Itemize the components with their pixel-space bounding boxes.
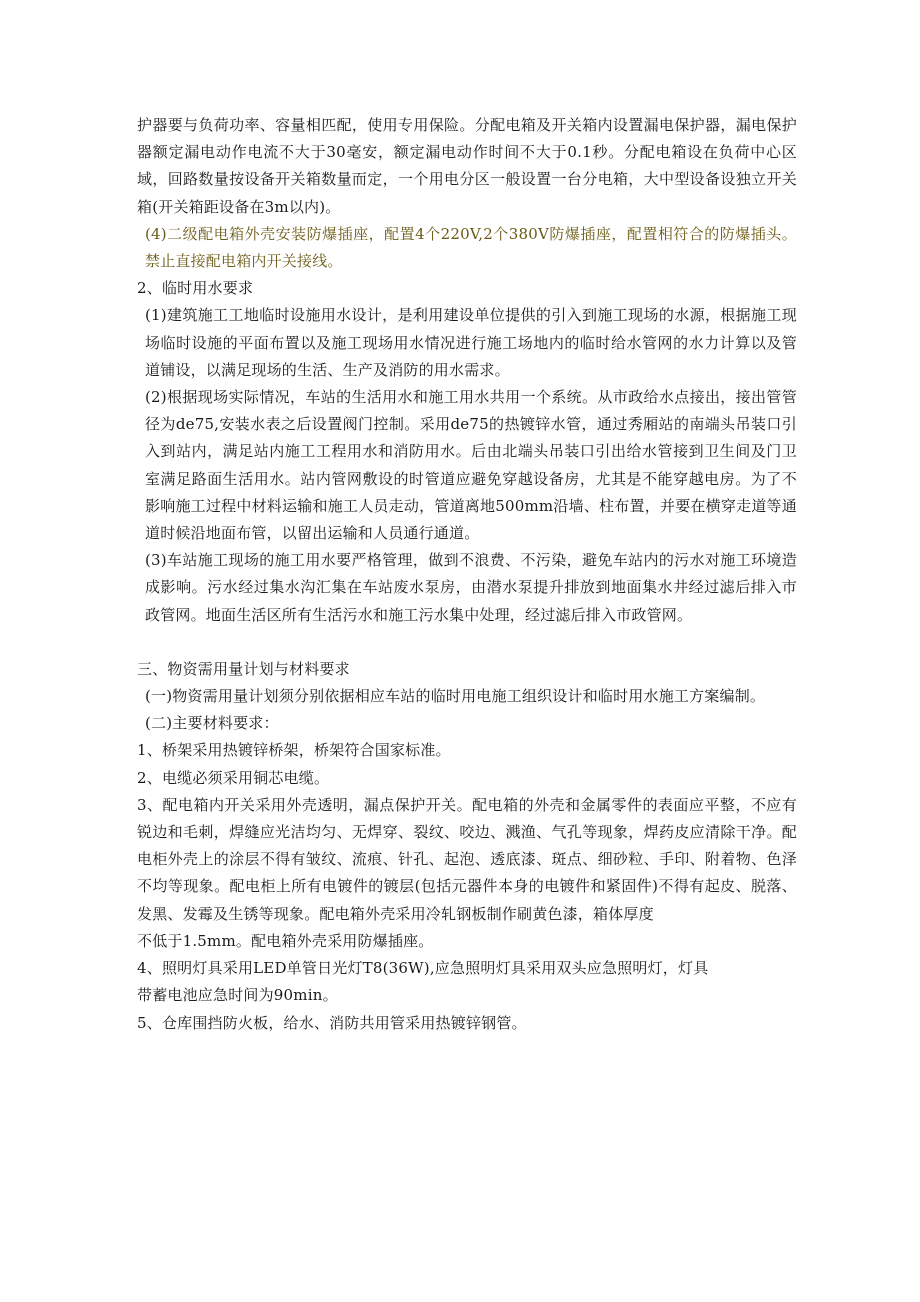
requirement-3-continued: 不低于1.5mm。配电箱外壳采用防爆插座。 — [137, 931, 434, 950]
document-body — [137, 112, 797, 1037]
section-spacer — [137, 629, 797, 656]
paragraph-water-2: (2)根据现场实际情况，车站的生活用水和施工用水共用一个系统。从市政给水点接出，接出管管径为de75,安装水表之后设置阀门控制。采用de75的热镀锌水管，通过秀厢站的南端头吊装口引入到站内，满足站内施工工程用水和消防用水。后由北端头吊装口引出给水管接到卫生间及门卫室满足路面生活用水。站内管网敷设的时管道应避免穿越设备房，尤其是不能穿越电房。为了不影响施工过程中材料运输和施工人员走动，管道离地500mm沿墙、柱布置，并要在横穿走道等通道时候沿地面布管，以留出运输和人员通行通道。 — [145, 388, 797, 543]
paragraph-water-1: (1)建筑施工工地临时设施用水设计，是利用建设单位提供的引入到施工现场的水源，根据施工现场临时设施的平面布置以及施工现场用水情况进行施工场地内的临时给水管网的水力计算以及管道铺设，以满足现场的生活、生产及消防的用水需求。 — [145, 306, 797, 379]
requirement-4: 4、照明灯具采用LED单管日光灯T8(36W),应急照明灯具采用双头应急照明灯，灯具 — [137, 959, 709, 978]
heading-materials: 三、物资需用量计划与材料要求 — [137, 659, 350, 678]
paragraph-water-3: (3)车站施工现场的施工用水要严格管理，做到不浪费、不污染，避免车站内的污水对施工环境造成影响。污水经过集水沟汇集在车站废水泵房，由潜水泵提升排放到地面集水井经过滤后排入市政管网。地面生活区所有生活污水和施工污水集中处理，经过滤后排入市政管网。 — [145, 551, 797, 624]
requirement-5: 5、仓库围挡防火板，给水、消防共用管采用热镀锌钢管。 — [137, 1013, 527, 1032]
requirement-2: 2、电缆必须采用铜芯电缆。 — [137, 768, 330, 787]
paragraph-item-4: (4)二级配电箱外壳安装防爆插座，配置4个220V,2个380V防爆插座，配置相符合的防爆插头。禁止直接配电箱内开关接线。 — [145, 224, 797, 271]
heading-temporary-water: 2、临时用水要求 — [137, 279, 254, 298]
requirement-1: 1、桥架采用热镀锌桥架，桥架符合国家标准。 — [137, 741, 451, 760]
paragraph-protector: 护器要与负荷功率、容量相匹配，使用专用保险。分配电箱及开关箱内设置漏电保护器，漏电保护器额定漏电动作电流不大于30毫安，额定漏电动作时间不大于0.1秒。分配电箱设在负荷中心区域，回路数量按设备开关箱数量而定，一个用电分区一般设置一台分电箱，大中型设备设独立开关箱(开关箱距设备在3m以内)。 — [137, 116, 797, 216]
requirement-3: 3、配电箱内开关采用外壳透明，漏点保护开关。配电箱的外壳和金属零件的表面应平整，不应有锐边和毛刺，焊缝应光洁均匀、无焊穿、裂纹、咬边、溅渔、气孔等现象，焊药皮应清除干净。配电柜外壳上的涂层不得有皱纹、流痕、针孔、起泡、透底漆、斑点、细砂粒、手印、附着物、色泽不均等现象。配电柜上所有电镀件的镀层(包括元器件本身的电镀件和紧固件)不得有起皮、脱落、发黑、发霉及生锈等现象。配电箱外壳采用冷轧钢板制作刷黄色漆，箱体厚度 — [137, 795, 797, 923]
paragraph-materials-1: (一)物资需用量计划须分别依据相应车站的临时用电施工组织设计和临时用水施工方案编制。 — [145, 687, 766, 706]
paragraph-materials-2: (二)主要材料要求： — [145, 714, 279, 733]
requirement-4-continued: 带蓄电池应急时间为90min。 — [137, 986, 338, 1005]
